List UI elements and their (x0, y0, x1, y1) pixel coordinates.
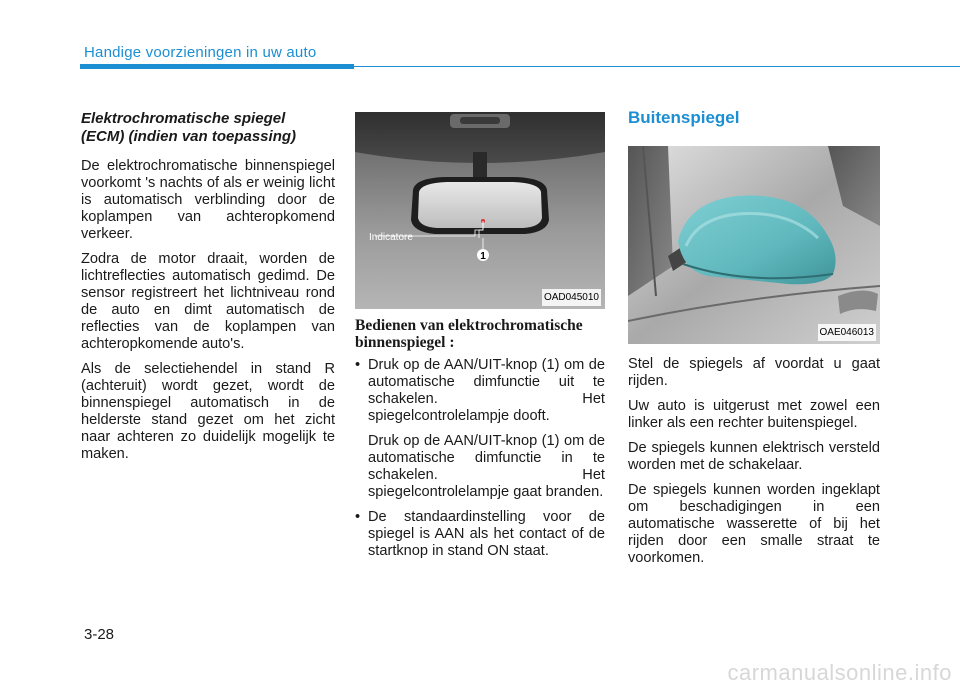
middle-column (355, 112, 605, 568)
list-item (355, 509, 605, 560)
paragraph: De elektrochromatische binnenspiegel voorkomt 's nachts of als er weinig licht is automatisch verblinding door de koplampen van achteropkomend verkeer. (81, 158, 335, 242)
section-heading: Buitenspiegel (628, 108, 740, 127)
watermark: carmanualsonline.info (727, 660, 952, 685)
running-header: Handige voorzieningen in uw auto (84, 44, 317, 61)
left-column (81, 110, 335, 471)
paragraph: Als de selectiehendel in stand R (achteruit) wordt gezet, wordt de binnenspiegel automatisch in de helderste stand gezet om het zicht naar achteren zo duidelijk mogelijk te maken. (81, 361, 335, 462)
figure-code: OAD045010 (542, 289, 601, 306)
ecm-heading-line1: Elektrochromatische spiegel (81, 110, 286, 127)
header-rule-thick (80, 64, 354, 69)
paragraph: Stel de spiegels af voordat u gaat rijden. (628, 356, 880, 389)
list-item-paragraph: • Druk op de AAN/UIT-knop (1) om de automatische dimfunctie uit te schakelen. Het spiegelcontrolelampje dooft. (368, 357, 605, 424)
rearview-mirror-figure (355, 112, 605, 309)
operation-heading-line2: binnenspiegel : (355, 334, 455, 351)
outside-mirror-illustration (628, 146, 880, 344)
paragraph: De spiegels kunnen worden ingeklapt om beschadigingen in een automatische wasserette of bij het rijden door een smalle straat te voorkomen. (628, 482, 880, 566)
figure-code: OAE046013 (818, 324, 877, 341)
list-item-paragraph: • De standaardinstelling voor de spiegel is AAN als het contact of de startknop in stand ON staat. (368, 509, 605, 559)
callout-number: 1 (480, 251, 486, 262)
ecm-heading (81, 110, 335, 146)
ecm-heading-line2: (ECM) (indien van toepassing) (81, 128, 297, 145)
outside-mirror-figure (628, 146, 880, 344)
list-item-paragraph: Druk op de AAN/UIT-knop (1) om de automatische dimfunctie in te schakelen. Het spiegelcontrolelampje gaat branden. (368, 433, 605, 500)
operation-heading (355, 317, 605, 351)
page-number: 3-28 (84, 626, 115, 643)
paragraph: Uw auto is uitgerust met zowel een linker als een rechter buitenspiegel. (628, 398, 880, 431)
operation-list (355, 357, 605, 560)
list-item (355, 357, 605, 501)
rearview-mirror-illustration (355, 112, 605, 309)
operation-heading-line1: Bedienen van elektrochromatische (355, 317, 583, 334)
header-rule-thin (354, 66, 960, 67)
paragraph: Zodra de motor draait, worden de lichtreflecties automatisch gedimd. De sensor registreert het lichtniveau rond de auto en dimt automatisch de reflecties van de koplampen van achteropkomende auto's. (81, 251, 335, 352)
paragraph: De spiegels kunnen elektrisch versteld worden met de schakelaar. (628, 440, 880, 473)
right-column (628, 108, 880, 575)
indicator-callout-label: Indicatore (369, 232, 413, 243)
